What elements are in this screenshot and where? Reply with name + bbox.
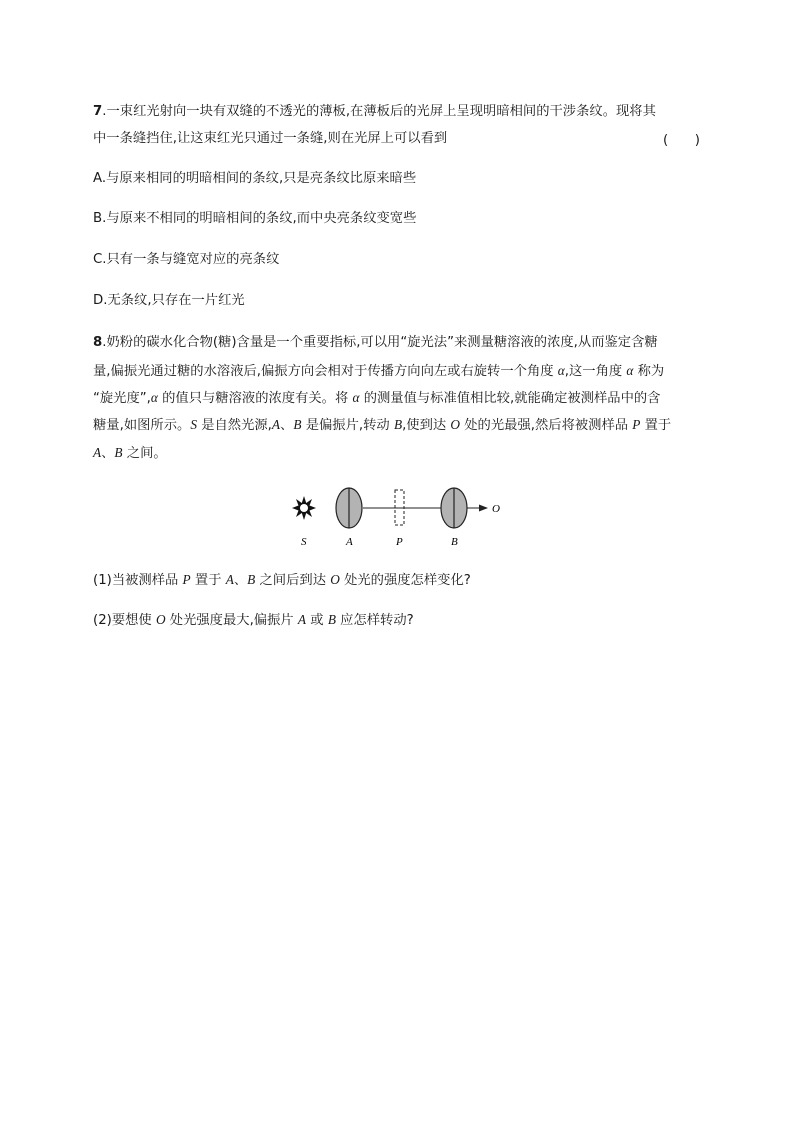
polarizer-a — [336, 488, 362, 528]
q8-text: ,使到达 — [402, 418, 451, 433]
q8-text: 、 — [280, 418, 294, 433]
q8-text: 量,偏振光通过糖的水溶液后,偏振方向会相对于传播方向向左或右旋转一个角度 — [93, 364, 558, 379]
q8-text: 、 — [101, 446, 115, 461]
var-p: P — [182, 572, 191, 587]
alpha-symbol: α — [150, 390, 158, 405]
polarizer-diagram-svg — [286, 484, 516, 550]
q8-text: 处光的强度怎样变化? — [339, 573, 471, 588]
q8-number: 8 — [93, 335, 103, 350]
q8-text: 的值只与糖溶液的浓度有关。将 — [157, 391, 353, 406]
q8-text: 是偏振片,转动 — [301, 418, 394, 433]
label-p: P — [396, 536, 403, 548]
q8-text: .奶粉的碳水化合物(糖)含量是一个重要指标,可以用“旋光法”来测量糖溶液的浓度,从而鉴定含糖 — [102, 335, 658, 350]
q7-number: 7 — [93, 104, 103, 119]
q7-answer-blank: ( ) — [663, 133, 700, 148]
var-a: A — [93, 445, 102, 460]
arrow-icon — [479, 505, 488, 512]
var-b: B — [247, 572, 256, 587]
label-o: O — [492, 503, 500, 515]
var-o: O — [330, 572, 340, 587]
polarizer-diagram — [286, 484, 516, 554]
var-p: P — [632, 417, 641, 432]
q8-text: 处光强度最大,偏振片 — [165, 613, 298, 628]
q8-text: 置于 — [190, 573, 226, 588]
q7-option-b: B.与原来不相同的明暗相间的条纹,而中央亮条纹变宽些 — [93, 211, 417, 226]
q7-option-d: D.无条纹,只存在一片红光 — [93, 293, 245, 308]
q8-line-3 — [93, 388, 660, 409]
var-b: B — [327, 612, 336, 627]
q8-text: 、 — [233, 573, 248, 588]
q8-text: 之间。 — [122, 446, 167, 461]
alpha-symbol: α — [352, 390, 360, 405]
q8-text: 的测量值与标准值相比较,就能确定被测样品中的含 — [359, 391, 661, 406]
q7-line-2 — [93, 129, 447, 149]
alpha-symbol: α — [557, 363, 565, 378]
var-o: O — [450, 417, 461, 432]
var-b: B — [393, 417, 403, 432]
q8-text: “旋光度”, — [93, 391, 151, 406]
polarizer-b — [441, 488, 467, 528]
var-a: A — [297, 612, 307, 627]
var-b: B — [114, 445, 123, 460]
q8-text: 处的光最强,然后将被测样品 — [460, 418, 633, 433]
var-a: A — [225, 572, 234, 587]
q8-text: 之间后到达 — [255, 573, 331, 588]
var-b: B — [293, 417, 302, 432]
q8-line-5 — [93, 443, 167, 464]
label-s: S — [301, 536, 307, 548]
q8-sub2 — [93, 610, 414, 631]
q7-option-a: A.与原来相同的明暗相间的条纹,只是亮条纹比原来暗些 — [93, 171, 417, 186]
q8-text: 应怎样转动? — [335, 613, 414, 628]
q8-text: (1)当被测样品 — [93, 573, 183, 588]
alpha-symbol: α — [626, 363, 634, 378]
q8-text: 糖量,如图所示。 — [93, 418, 191, 433]
label-a: A — [346, 536, 353, 548]
q8-sub1 — [93, 570, 471, 591]
q8-text: 称为 — [633, 364, 665, 379]
q8-line-1 — [93, 333, 658, 353]
q8-line-4 — [93, 415, 671, 436]
var-s: S — [190, 417, 197, 432]
var-a: A — [271, 417, 281, 432]
q8-text: 置于 — [640, 418, 672, 433]
q8-text: 是自然光源, — [196, 418, 272, 433]
q7-option-c: C.只有一条与缝宽对应的亮条纹 — [93, 252, 280, 267]
q8-text: 或 — [306, 613, 328, 628]
q8-line-2 — [93, 361, 664, 382]
q7-line-1 — [93, 102, 656, 122]
label-b: B — [451, 536, 458, 548]
q7-text-1: .一束红光射向一块有双缝的不透光的薄板,在薄板后的光屏上呈现明暗相间的干涉条纹。现将其 — [102, 104, 656, 119]
sun-icon — [292, 496, 316, 520]
q8-text: (2)要想使 — [93, 613, 156, 628]
q8-text: ,这一角度 — [564, 364, 627, 379]
var-o: O — [155, 612, 166, 627]
q7-text-2: 中一条缝挡住,让这束红光只通过一条缝,则在光屏上可以看到 — [93, 131, 448, 146]
